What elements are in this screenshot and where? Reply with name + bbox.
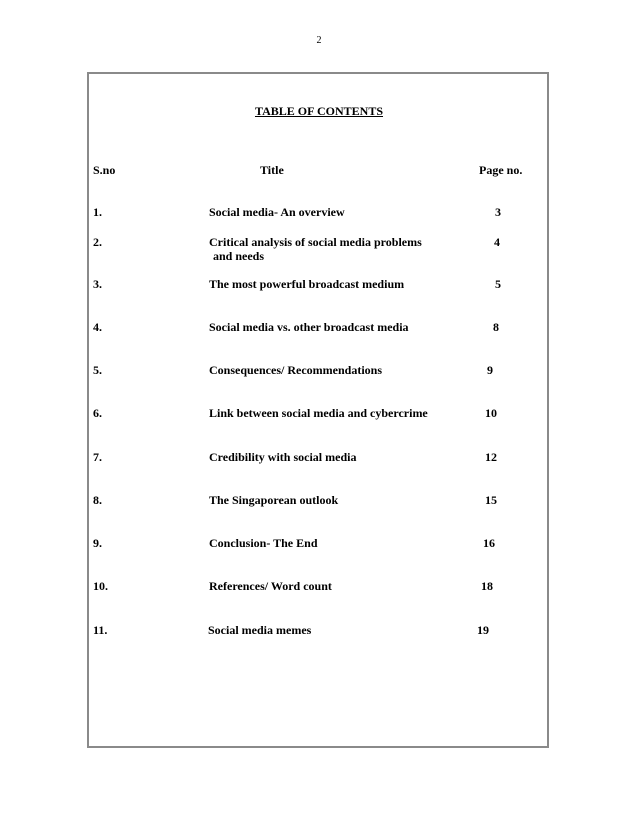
row-title: Conclusion- The End — [209, 536, 318, 550]
row-number: 8. — [93, 493, 102, 507]
row-number: 10. — [93, 579, 108, 593]
column-header-sno: S.no — [93, 163, 116, 177]
toc-heading: TABLE OF CONTENTS — [254, 104, 384, 118]
row-number: 3. — [93, 277, 102, 291]
row-title: The Singaporean outlook — [209, 493, 339, 507]
page-number: 2 — [316, 35, 322, 46]
row-number: 4. — [93, 320, 102, 334]
row-title: Credibility with social media — [209, 450, 357, 464]
row-number: 2. — [93, 235, 102, 249]
row-title: Social media memes — [208, 623, 312, 637]
row-title: The most powerful broadcast medium — [209, 277, 405, 291]
row-page: 9 — [487, 363, 493, 377]
row-page: 16 — [483, 536, 495, 550]
row-page: 12 — [485, 450, 497, 464]
row-title: References/ Word count — [209, 579, 332, 593]
row-number: 1. — [93, 205, 102, 219]
row-title: Consequences/ Recommendations — [209, 363, 382, 377]
row-page: 8 — [493, 320, 499, 334]
column-header-page: Page no. — [479, 163, 523, 177]
row-title-continued: and needs — [213, 249, 265, 263]
row-page: 15 — [485, 493, 497, 507]
row-page: 18 — [481, 579, 493, 593]
row-number: 5. — [93, 363, 102, 377]
row-number: 6. — [93, 406, 102, 420]
row-title: Critical analysis of social media problems — [209, 235, 422, 249]
row-number: 11. — [93, 623, 108, 637]
column-header-title: Title — [260, 163, 284, 177]
row-page: 4 — [494, 235, 500, 249]
row-page: 3 — [495, 205, 501, 219]
row-page: 5 — [495, 277, 501, 291]
row-number: 9. — [93, 536, 102, 550]
row-title: Social media- An overview — [209, 205, 345, 219]
row-number: 7. — [93, 450, 102, 464]
row-page: 10 — [485, 406, 497, 420]
row-title: Social media vs. other broadcast media — [209, 320, 409, 334]
row-page: 19 — [477, 623, 489, 637]
row-title: Link between social media and cybercrime — [209, 406, 428, 420]
